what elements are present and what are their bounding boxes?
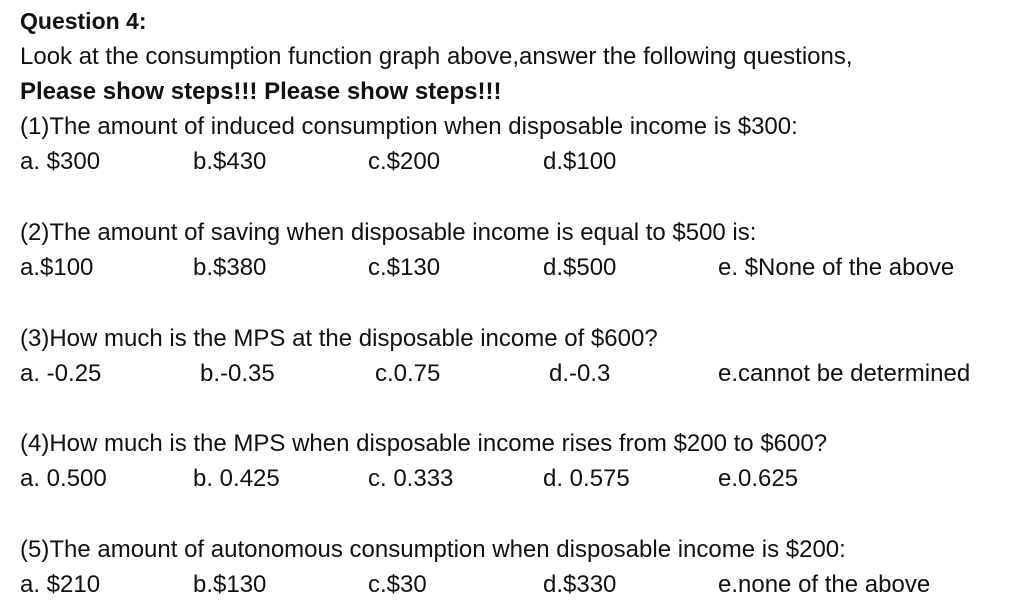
question-2-prompt: (2)The amount of saving when disposable income is equal to $500 is: [20,219,757,246]
question-5-option-d: d.$330 [543,571,617,598]
question-4-option-b: b. 0.425 [193,465,280,492]
question-4-option-e: e.0.625 [718,465,799,492]
question-3-option-a: a. -0.25 [20,360,102,387]
question-2-option-c: c.$130 [368,254,441,281]
question-3-prompt: (3)How much is the MPS at the disposable income of $600? [20,325,658,352]
intro-text: Look at the consumption function graph above,answer the following questions, [20,43,853,70]
question-title: Question 4: [20,8,147,34]
question-3-option-c: c.0.75 [375,360,441,387]
question-3-option-b: b.-0.35 [200,360,275,387]
question-5-option-a: a. $210 [20,571,101,598]
question-2-option-e: e. $None of the above [718,254,955,281]
question-4-prompt: (4)How much is the MPS when disposable income rises from $200 to $600? [20,430,828,457]
question-4-option-d: d. 0.575 [543,465,630,492]
question-3-option-d: d.-0.3 [549,360,611,387]
question-3-option-e: e.cannot be determined [718,360,971,387]
question-5-option-e: e.none of the above [718,571,931,598]
question-1-option-b: b.$430 [193,148,267,175]
question-5-prompt: (5)The amount of autonomous consumption when disposable income is $200: [20,536,846,563]
question-2-option-a: a.$100 [20,254,94,281]
question-4-option-c: c. 0.333 [368,465,454,492]
emphasis-text: Please show steps!!! Please show steps!!! [20,78,502,105]
question-2-option-b: b.$380 [193,254,267,281]
question-4-option-a: a. 0.500 [20,465,107,492]
question-1-option-d: d.$100 [543,148,617,175]
question-1-option-a: a. $300 [20,148,101,175]
question-5-option-b: b.$130 [193,571,267,598]
question-1-option-c: c.$200 [368,148,441,175]
question-1-prompt: (1)The amount of induced consumption when disposable income is $300: [20,113,798,140]
question-5-option-c: c.$30 [368,571,427,598]
question-2-option-d: d.$500 [543,254,617,281]
